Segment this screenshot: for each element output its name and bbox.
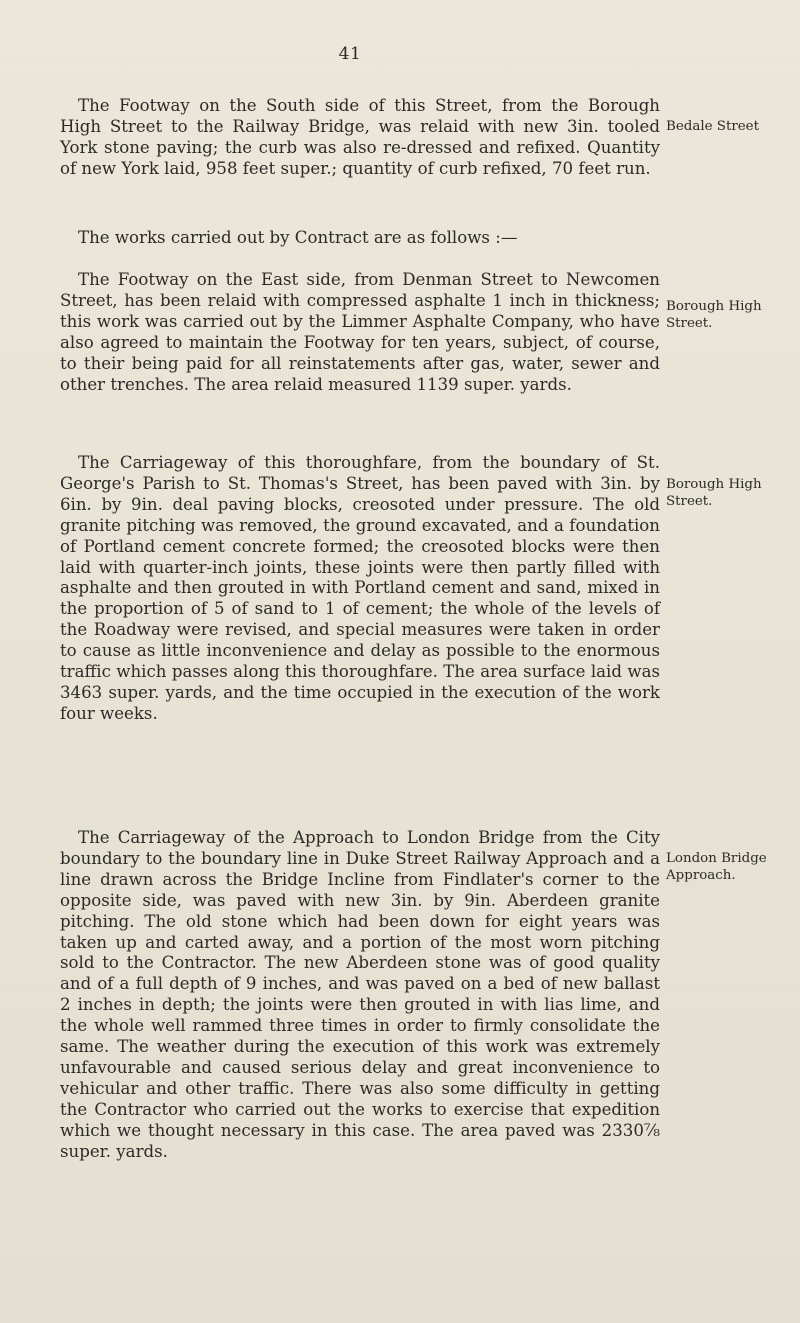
paragraph-london-bridge-approach xyxy=(60,828,660,1163)
paragraph-bedale-street xyxy=(60,96,660,180)
paragraph-borough-high-street-footway xyxy=(60,270,660,395)
page-number: 41 xyxy=(338,44,362,64)
paragraph-text: The Carriageway of this thoroughfare, from the boundary of St. George's Parish to St. Thomas's Street, has been paved with 3in. by 6in. by 9in. deal paving blocks, creosoted under pressure. The old granite pitching was removed, the ground excavated, and a foundation of Portland cement concrete formed; the creosoted blocks were then laid with quarter-inch joints, these joints were then partly filled with asphalte and then grouted in with Portland cement and sand, mixed in the proportion of 5 of sand to 1 of cement; the whole of the levels of the Roadway were revised, and special measures were taken in order to cause as little inconvenience and delay as possible to the enormous traffic which passes along this thoroughfare. The area surface laid was 3463 super. yards, and the time occupied in the execution of the work four weeks. xyxy=(60,453,660,723)
paragraph-text: The Carriageway of the Approach to London Bridge from the City boundary to the boundary line in Duke Street Railway Approach and a line drawn across the Bridge Incline from Findlater's corner to the opposite side, was paved with new 3in. by 9in. Aberdeen granite pitching. The old stone which had been down for eight years was taken up and carted away, and a portion of the most worn pitching sold to the Contractor. The new Aberdeen stone was of good quality and of a full depth of 9 inches, and was paved on a bed of new ballast 2 inches in depth; the joints were then grouted in with lias lime, and the whole well rammed three times in order to firmly consolidate the same. The weather during the execution of this work was extremely unfavourable and caused serious delay and great inconvenience to vehicular and other traffic. There was also some difficulty in getting the Contractor who carried out the works to exercise that expedition which we thought necessary in this case. The area paved was 2330⅞ super. yards. xyxy=(60,828,660,1161)
paragraph-text: The Footway on the East side, from Denman Street to Newcomen Street, has been relaid with compressed asphalte 1 inch in thickness; this work was carried out by the Limmer Asphalte Company, who have also agreed to maintain the Footway for ten years, subject, of course, to their being paid for all reinstatements after gas, water, sewer and other trenches. The area relaid measured 1139 super. yards. xyxy=(60,270,660,394)
paragraph-text: The Footway on the South side of this Street, from the Borough High Street to the Railway Bridge, was relaid with new 3in. tooled York stone paving; the curb was also re-dressed and refixed. Quantity of new York laid, 958 feet super.; quantity of curb refixed, 70 feet run. xyxy=(60,96,660,178)
margin-note-london-bridge-approach: London Bridge Approach. xyxy=(666,851,767,883)
paragraph-text: The works carried out by Contract are as follows :— xyxy=(78,228,518,247)
paragraph-borough-high-street-carriageway xyxy=(60,453,660,725)
margin-note-borough-high-street: Borough High Street. xyxy=(666,299,762,331)
margin-note-borough-high-street-2: Borough High Street. xyxy=(666,477,762,509)
margin-note-bedale-street: Bedale Street xyxy=(666,119,759,134)
paragraph-contract-intro xyxy=(60,228,660,249)
